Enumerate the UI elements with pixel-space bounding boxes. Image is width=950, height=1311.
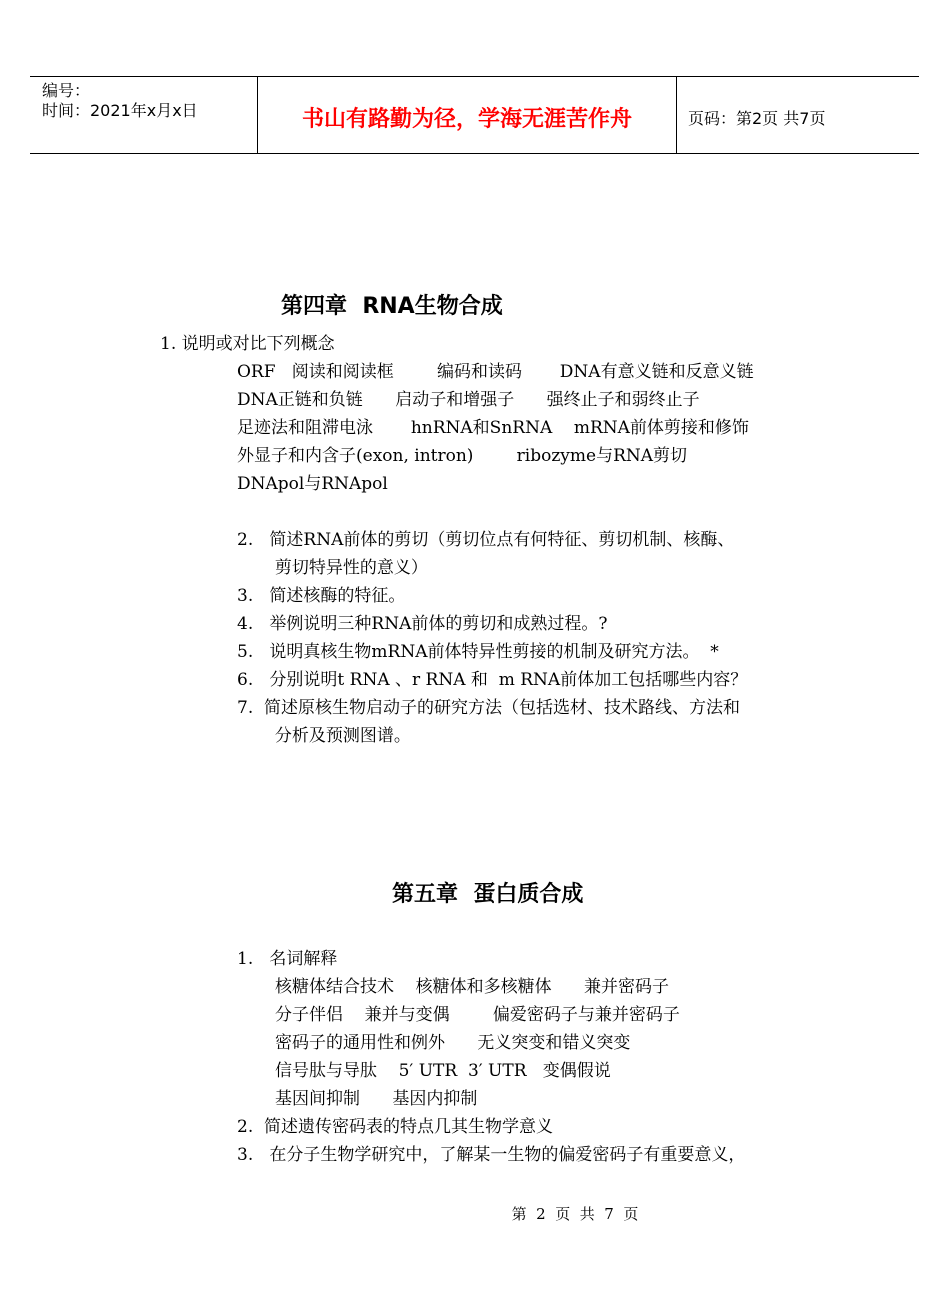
question-line: 分析及预测图谱。 bbox=[237, 726, 411, 746]
question-line: 4. 举例说明三种RNA前体的剪切和成熟过程。? bbox=[237, 614, 608, 634]
question-line: 2. 简述RNA前体的剪切（剪切位点有何特征、剪切机制、核酶、 bbox=[237, 530, 735, 550]
header-meta bbox=[42, 81, 198, 121]
chapter5-question-1: 1. 名词解释 bbox=[237, 949, 338, 969]
concept-line: DNA正链和负链 启动子和增强子 强终止子和弱终止子 bbox=[237, 390, 700, 410]
chapter4-question-1: 1. 说明或对比下列概念 bbox=[160, 334, 335, 354]
term-line: 密码子的通用性和例外 无义突变和错义突变 bbox=[275, 1033, 631, 1053]
number-label: 编号： bbox=[42, 81, 91, 100]
term-line: 信号肽与导肽 5′ UTR 3′ UTR 变偶假说 bbox=[275, 1061, 611, 1081]
question-line: 6. 分别说明t RNA 、r RNA 和 m RNA前体加工包括哪些内容？ bbox=[237, 670, 748, 690]
chapter4-title: 第四章 RNA生物合成 bbox=[281, 294, 503, 319]
concept-line: 外显子和内含子(exon, intron) ribozyme与RNA剪切 bbox=[237, 446, 688, 466]
document-header bbox=[30, 76, 919, 154]
term-line: 基因间抑制 基因内抑制 bbox=[275, 1089, 478, 1109]
page-footer: 第 2 页 共 7 页 bbox=[511, 1205, 639, 1223]
time-label: 时间：2021年x月x日 bbox=[42, 101, 198, 120]
question-line: 7. 简述原核生物启动子的研究方法（包括选材、技术路线、方法和 bbox=[237, 698, 741, 718]
term-line: 核糖体结合技术 核糖体和多核糖体 兼并密码子 bbox=[275, 977, 670, 997]
header-page-label: 页码：第2页 共7页 bbox=[688, 109, 826, 128]
question-line: 2. 简述遗传密码表的特点几其生物学意义 bbox=[237, 1117, 554, 1137]
question-line: 3. 简述核酶的特征。 bbox=[237, 586, 406, 606]
chapter5-title: 第五章 蛋白质合成 bbox=[392, 882, 584, 907]
header-motto: 书山有路勤为径，学海无涯苦作舟 bbox=[301, 107, 632, 132]
concept-line: ORF 阅读和阅读框 编码和读码 DNA有意义链和反意义链 bbox=[237, 362, 754, 382]
question-line: 3. 在分子生物学研究中，了解某一生物的偏爱密码子有重要意义， bbox=[237, 1145, 746, 1165]
question-line: 5. 说明真核生物mRNA前体特异性剪接的机制及研究方法。 * bbox=[237, 642, 719, 662]
question-line: 剪切特异性的意义） bbox=[237, 558, 428, 578]
concept-line: 足迹法和阻滞电泳 hnRNA和SnRNA mRNA前体剪接和修饰 bbox=[237, 418, 749, 438]
header-divider bbox=[676, 77, 677, 153]
term-line: 分子伴侣 兼并与变偶 偏爱密码子与兼并密码子 bbox=[275, 1005, 680, 1025]
concept-line: DNApol与RNApol bbox=[237, 474, 388, 494]
